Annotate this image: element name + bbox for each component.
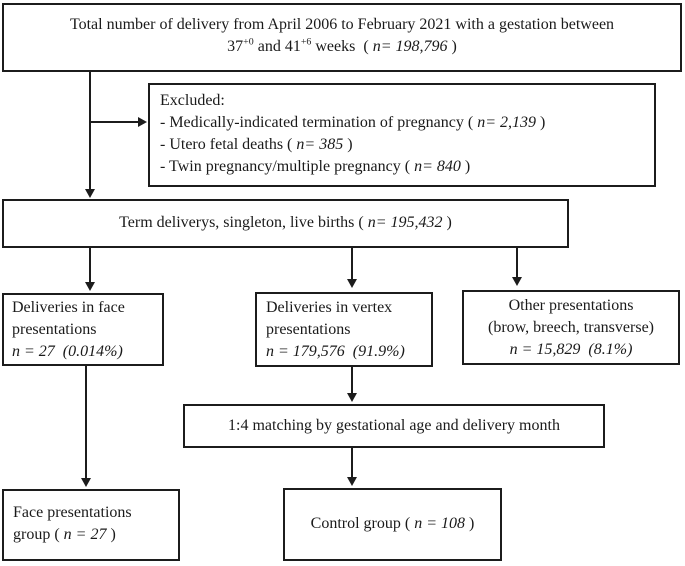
- total-deliveries-box: [2, 3, 682, 72]
- face-group-line2: group ( n = 27 ): [13, 526, 116, 544]
- other-n-value: n = 15,829 (8.1%): [509, 341, 633, 359]
- gestation-superscript: +6: [300, 36, 312, 48]
- connector-to-excluded-line: [90, 121, 138, 123]
- arrowhead-to-excluded: [138, 117, 147, 127]
- excluded-box: [148, 83, 656, 187]
- arrowhead-total-to-term: [85, 189, 95, 198]
- connector-matching-to-control-line: [351, 448, 353, 477]
- arrowhead-matching-to-control: [347, 477, 357, 486]
- total-deliveries-line1: Total number of delivery from April 2006 to February 2021 with a gestation between: [69, 16, 615, 33]
- total-deliveries-line2: $37^{+0}$ and $41^{+6}$ weeks ( n= 198,796 ): [227, 36, 457, 56]
- matching-box: [183, 404, 605, 448]
- face-group-n-value: n = 27: [63, 526, 107, 544]
- connector-term-to-vertex-line: [351, 248, 353, 279]
- control-group-box: [283, 488, 502, 561]
- vertex-line1: Deliveries in vertex: [266, 299, 393, 316]
- excluded-title: Excluded:: [160, 92, 225, 109]
- face-line2: presentations: [12, 321, 97, 339]
- arrowhead-vertex-to-matching: [347, 393, 357, 402]
- arrowhead-term-to-other: [512, 277, 522, 286]
- excluded-item-utero-fetal-deaths: - Utero fetal deaths ( n= 385 ): [160, 136, 353, 154]
- excluded-item-termination: - Medically-indicated termination of pregnancy ( n= 2,139 ): [160, 114, 546, 132]
- control-n-value: n = 108: [414, 515, 465, 532]
- face-group-box: [2, 489, 180, 561]
- total-n-value: n= 198,796: [372, 38, 448, 56]
- term-deliveries-box: [2, 199, 569, 248]
- arrowhead-term-to-face: [85, 282, 95, 291]
- face-line1: Deliveries in face: [12, 299, 125, 316]
- vertex-presentations-box: [255, 292, 433, 367]
- other-line2: (brow, breech, transverse): [488, 319, 654, 337]
- term-deliveries-label: Term deliverys, singleton, live births ( n= 195,432 ): [119, 214, 452, 231]
- connector-term-to-other-line: [516, 248, 518, 277]
- connector-vertex-to-matching-line: [351, 367, 353, 393]
- arrowhead-term-to-vertex: [347, 279, 357, 288]
- term-n-value: n= 195,432: [367, 214, 443, 231]
- connector-term-to-face-line: [89, 248, 91, 282]
- other-line1: Other presentations: [508, 297, 634, 314]
- arrowhead-face-to-group: [81, 478, 91, 487]
- connector-face-to-group-line: [85, 366, 87, 478]
- excluded-termination-n: n= 2,139: [477, 114, 537, 132]
- vertex-n-value: n = 179,576 (91.9%): [266, 343, 405, 361]
- excluded-item-twin-pregnancy: - Twin pregnancy/multiple pregnancy ( n= 840 ): [160, 158, 471, 176]
- other-presentations-box: [462, 290, 680, 365]
- face-presentations-box: [2, 293, 164, 366]
- gestation-superscript: +0: [243, 36, 254, 48]
- excluded-twin-n: n= 840: [414, 158, 461, 176]
- control-group-label: Control group ( n = 108 ): [310, 515, 475, 532]
- excluded-utero-n: n= 385: [296, 136, 344, 154]
- connector-total-to-term-line: [89, 72, 91, 190]
- face-n-value: n = 27 (0.014%): [12, 343, 123, 361]
- matching-label: 1:4 matching by gestational age and delivery month: [228, 417, 560, 434]
- vertex-line2: presentations: [266, 321, 351, 339]
- face-group-line1: Face presentations: [13, 504, 132, 521]
